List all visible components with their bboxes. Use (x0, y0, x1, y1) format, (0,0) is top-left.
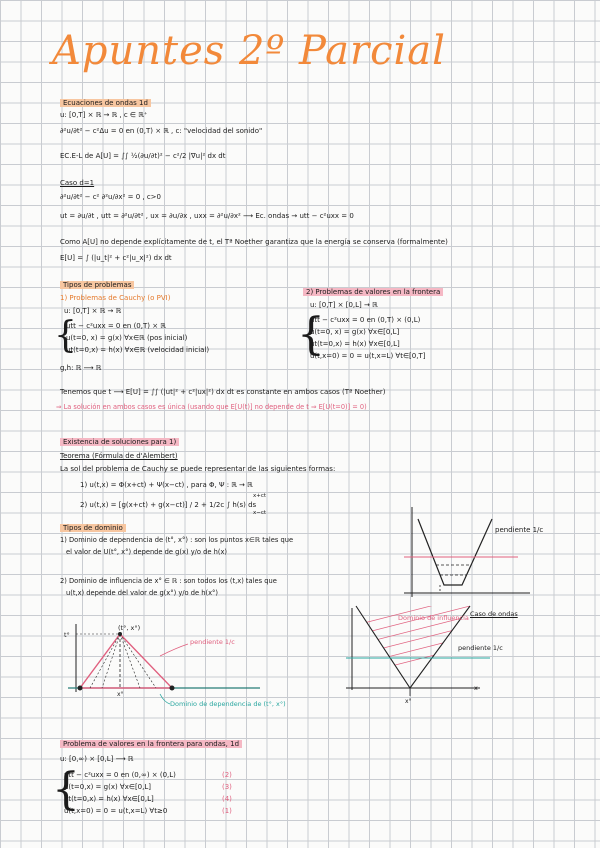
waves-case-label: Caso de ondas (470, 610, 518, 618)
wave-equation-1d: ∂²u/∂t² − c² ∂²u/∂x² = 0 , c>0 (60, 193, 161, 201)
euler-lagrange-action: EC.E-L de A[U] = ∫∫ ½(∂u/∂t)² − c²/2 |∇u|² dx dt (60, 152, 226, 160)
frontier-boundary: u(t,x=0) = 0 = u(t,x=L) ∀t∈[0,T] (310, 352, 426, 360)
cauchy-domain: u: [0,T] × ℝ → ℝ (64, 307, 122, 315)
case-d1: Caso d=1 (60, 179, 95, 187)
boundary-eq: utt − c²uxx = 0 en (0,∞) × (0,L) (64, 771, 176, 779)
dependence-def-1: 1) Dominio de dependencia de (t°, x°) : son los puntos x∈ℝ tales que (60, 536, 294, 544)
integral-lower-limit: x−ct (253, 510, 267, 516)
slope-diagram (400, 505, 540, 605)
energy-constant: Tenemos que t ⟶ E[U] = ∫∫ (|ut|² + c²|ux|²) dx dt es constante en ambos casos (Tª Noether) (60, 388, 386, 396)
section-heading-boundary: Problema de valores en la frontera para ondas, 1d (60, 740, 242, 749)
frontier-initial-vel: ut(t=0,x) = h(x) ∀x∈[0,L] (310, 340, 400, 348)
dependence-def-2: el valor de U(t°, x°) depende de g(x) y/o de h(x) (66, 548, 228, 556)
cauchy-title: 1) Problemas de Cauchy (o PVI) (60, 294, 171, 302)
t0-label: t° (64, 631, 70, 639)
integral-upper-limit: x+ct (253, 493, 267, 499)
frontier-eq: utt − c²uxx = 0 en (0,T) × (0,L) (310, 316, 421, 324)
cauchy-eq: utt − c²uxx = 0 en (0,T) × ℝ (66, 322, 166, 330)
frontier-title: 2) Problemas de valores en la frontera (303, 288, 443, 297)
notation-line: ut = ∂u/∂t , utt = ∂²u/∂t² , ux = ∂u/∂x , uxx = ∂²u/∂x² ⟶ Ec. ondas → utt − c²uxx = 0 (60, 212, 354, 220)
theorem-description: La sol del problema de Cauchy se puede representar de las siguientes formas: (60, 465, 336, 473)
energy-definition: E[U] = ∫ (|u_t|² + c²|u_x|²) dx dt (60, 254, 172, 262)
section-heading-waves: Ecuaciones de ondas 1d (60, 99, 151, 108)
slope-label-1: pendiente 1/c (495, 526, 544, 534)
frontier-initial-pos: u(t=0, x) = g(x) ∀x∈[0,L] (310, 328, 400, 336)
dalembert-form-2: 2) u(t,x) = [g(x+ct) + g(x−ct)] / 2 + 1/2c ∫ h(s) ds (80, 501, 257, 509)
frontier-domain: u: [0,T] × [0,L] → ℝ (310, 301, 378, 309)
boundary-domain: u: [0,∞) × [0,L] ⟶ ℝ (60, 755, 134, 763)
theorem-title: Teorema (Fórmula de d'Alembert) (60, 452, 178, 460)
wave-equation: ∂²u/∂t² − c²Δu = 0 en (0,T) × ℝ , c: "velocidad del sonido" (60, 127, 263, 135)
x0-axis-label: x° (405, 698, 412, 705)
brace-icon: { (54, 315, 77, 356)
x0-label: x° (117, 691, 124, 698)
eq-number-2: (2) (222, 771, 232, 779)
x-axis-label: x (474, 684, 478, 692)
point-label: (t°, x°) (118, 624, 141, 632)
slope-label-2: pendiente 1/c (190, 638, 235, 646)
cauchy-initial-vel: ut(t=0,x) = h(x) ∀x∈ℝ (velocidad inicial) (66, 346, 210, 354)
page-title: Apuntes 2º Parcial (52, 28, 446, 74)
boundary-initial-vel: ut(t=0,x) = h(x) ∀x∈[0,L] (64, 795, 154, 803)
section-heading-domains: Tipos de dominio (60, 524, 126, 533)
boundary-condition: u(t,x=0) = 0 = u(t,x=L) ∀t≥0 (64, 807, 168, 815)
eq-number-3: (3) (222, 783, 232, 791)
section-heading-problems: Tipos de problemas (60, 281, 134, 290)
dalembert-form-1: 1) u(t,x) = Φ(x+ct) + Ψ(x−ct) , para Φ, Ψ : ℝ → ℝ (80, 481, 253, 489)
influence-def-2: u(t,x) depende del valor de g(x°) y/o de h(x°) (66, 589, 219, 597)
slope-label-3: pendiente 1/c (458, 644, 503, 652)
cauchy-initial-pos: u(t=0, x) = g(x) ∀x∈ℝ (pos inicial) (66, 334, 188, 342)
cauchy-gh: g,h: ℝ ⟶ ℝ (60, 364, 102, 372)
influence-def-1: 2) Dominio de influencia de x° ∈ ℝ : son todos los (t,x) tales que (60, 577, 277, 585)
brace-icon: { (52, 764, 80, 815)
uniqueness: ⇒ La solución en ambos casos es única (usando que E[U(t)] no depende de t ⇒ E[U(t=0)] = 0) (56, 403, 367, 411)
eq-number-4: (4) (222, 795, 232, 803)
eq-number-1: (1) (222, 807, 232, 815)
influence-label: Dominio de influencia (398, 614, 469, 622)
section-heading-existence: Existencia de soluciones para 1) (60, 438, 179, 447)
domain-definition: u: [0,T] × ℝ → ℝ , c ∈ ℝ⁺ (60, 111, 148, 119)
brace-icon: { (297, 309, 325, 360)
noether-remark: Como A[U] no depende explícitamente de t, el Tª Noether garantiza que la energía se conserva (formalmente) (60, 238, 448, 246)
dependence-label: Dominio de dependencia de (t°, x°) (170, 700, 286, 708)
boundary-initial-pos: u(t=0,x) = g(x) ∀x∈[0,L] (64, 783, 151, 791)
